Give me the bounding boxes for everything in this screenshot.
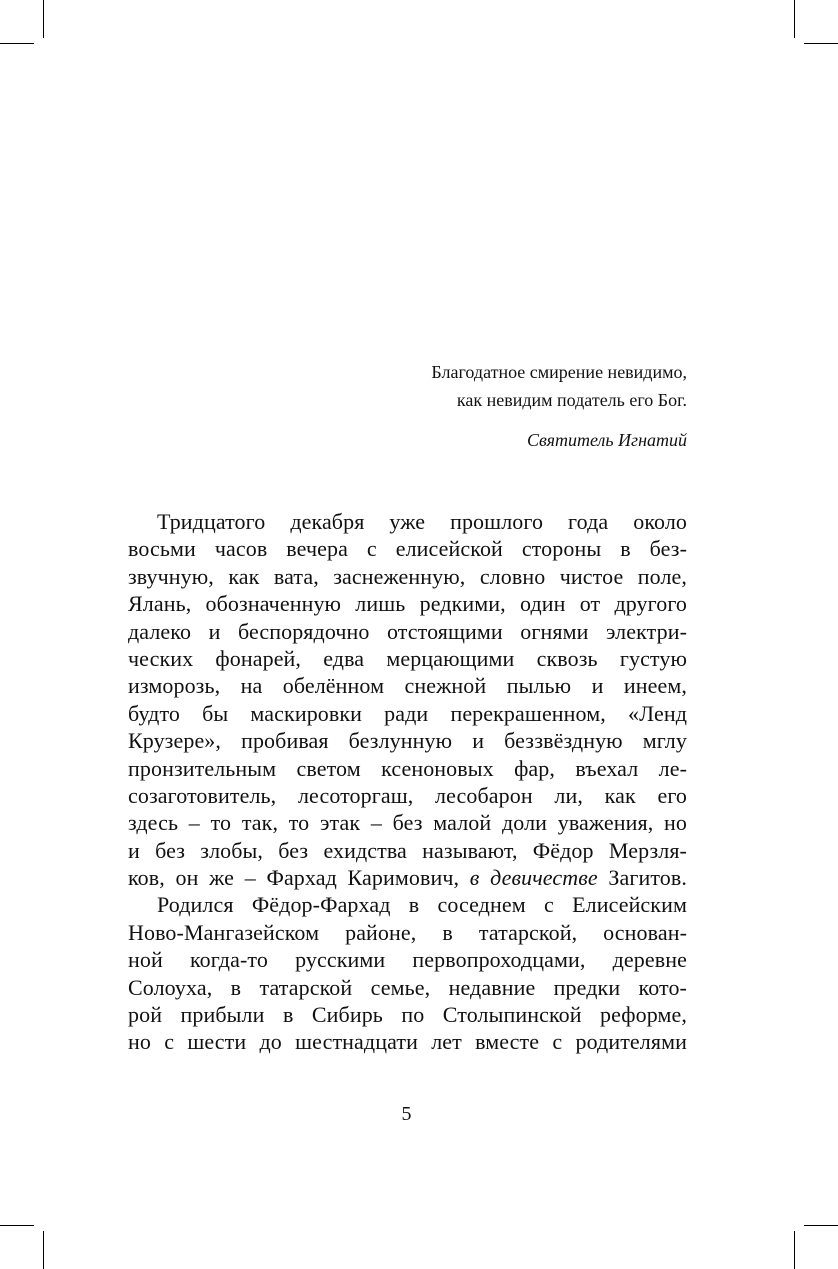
- crop-mark-top-right-vertical: [794, 0, 795, 38]
- text-line: далеко и беспорядочно отстоящими огнями электри-: [128, 618, 687, 644]
- text-line: Крузере», пробивая безлунную и беззвёздную мглу: [128, 728, 687, 754]
- epigraph: [267, 358, 687, 453]
- main-text: [128, 508, 687, 1056]
- text-line-paragraph-end: [128, 864, 687, 891]
- text-line: изморозь, на обелённом снежной пылью и инеем,: [128, 673, 687, 699]
- text-line: ной когда-то русскими первопроходцами, деревне: [128, 947, 687, 973]
- text-line: Ялань, обозначенную лишь редкими, один от другого: [128, 591, 687, 617]
- text-line: звучную, как вата, заснеженную, словно чистое поле,: [128, 563, 687, 589]
- text-line: Ново-Мангазейском районе, в татарской, основан-: [128, 919, 687, 945]
- text-line: Солоуха, в татарской семье, недавние предки кото-: [128, 974, 687, 1000]
- italic-text-span: в девичестве: [469, 865, 598, 891]
- page-number: 5: [401, 1103, 412, 1125]
- crop-mark-top-left-vertical: [43, 0, 44, 38]
- text-span: ков, он же – Фархад Каримович,: [128, 865, 470, 891]
- text-line: будто бы маскировки ради перекрашенном, «Ленд: [128, 700, 687, 726]
- text-line: ческих фонарей, едва мерцающими сквозь густую: [128, 645, 687, 671]
- text-line: но с шести до шестнадцати лет вместе с родителями: [128, 1029, 687, 1055]
- text-line: пронзительным светом ксеноновых фар, въехал ле-: [128, 755, 687, 781]
- text-line: здесь – то так, то этак – без малой доли уважения, но: [128, 810, 687, 836]
- epigraph-line: как невидим податель его Бог.: [456, 390, 687, 410]
- crop-mark-bottom-right-vertical: [794, 1231, 795, 1269]
- epigraph-line: Благодатное смирение невидимо,: [431, 362, 687, 382]
- text-line: Родился Фёдор-Фархад в соседнем с Елисейским: [157, 892, 687, 918]
- crop-mark-bottom-right-horizontal: [804, 1225, 838, 1226]
- text-span: Загитов.: [597, 865, 687, 891]
- text-line: и без злобы, без ехидства называют, Фёдор Мерзля-: [128, 837, 687, 863]
- crop-mark-bottom-left-horizontal: [0, 1225, 34, 1226]
- epigraph-author: Святитель Игнатий: [527, 430, 687, 450]
- text-line: восьми часов вечера с елисейской стороны в без-: [128, 536, 687, 562]
- crop-mark-top-left-horizontal: [0, 43, 34, 44]
- text-line: Тридцатого декабря уже прошлого года около: [157, 509, 687, 534]
- text-line: созаготовитель, лесоторгаш, лесобарон ли, как его: [128, 782, 687, 808]
- crop-mark-bottom-left-vertical: [43, 1231, 44, 1269]
- crop-mark-top-right-horizontal: [804, 43, 838, 44]
- text-line: рой прибыли в Сибирь по Столыпинской реформе,: [128, 1002, 687, 1028]
